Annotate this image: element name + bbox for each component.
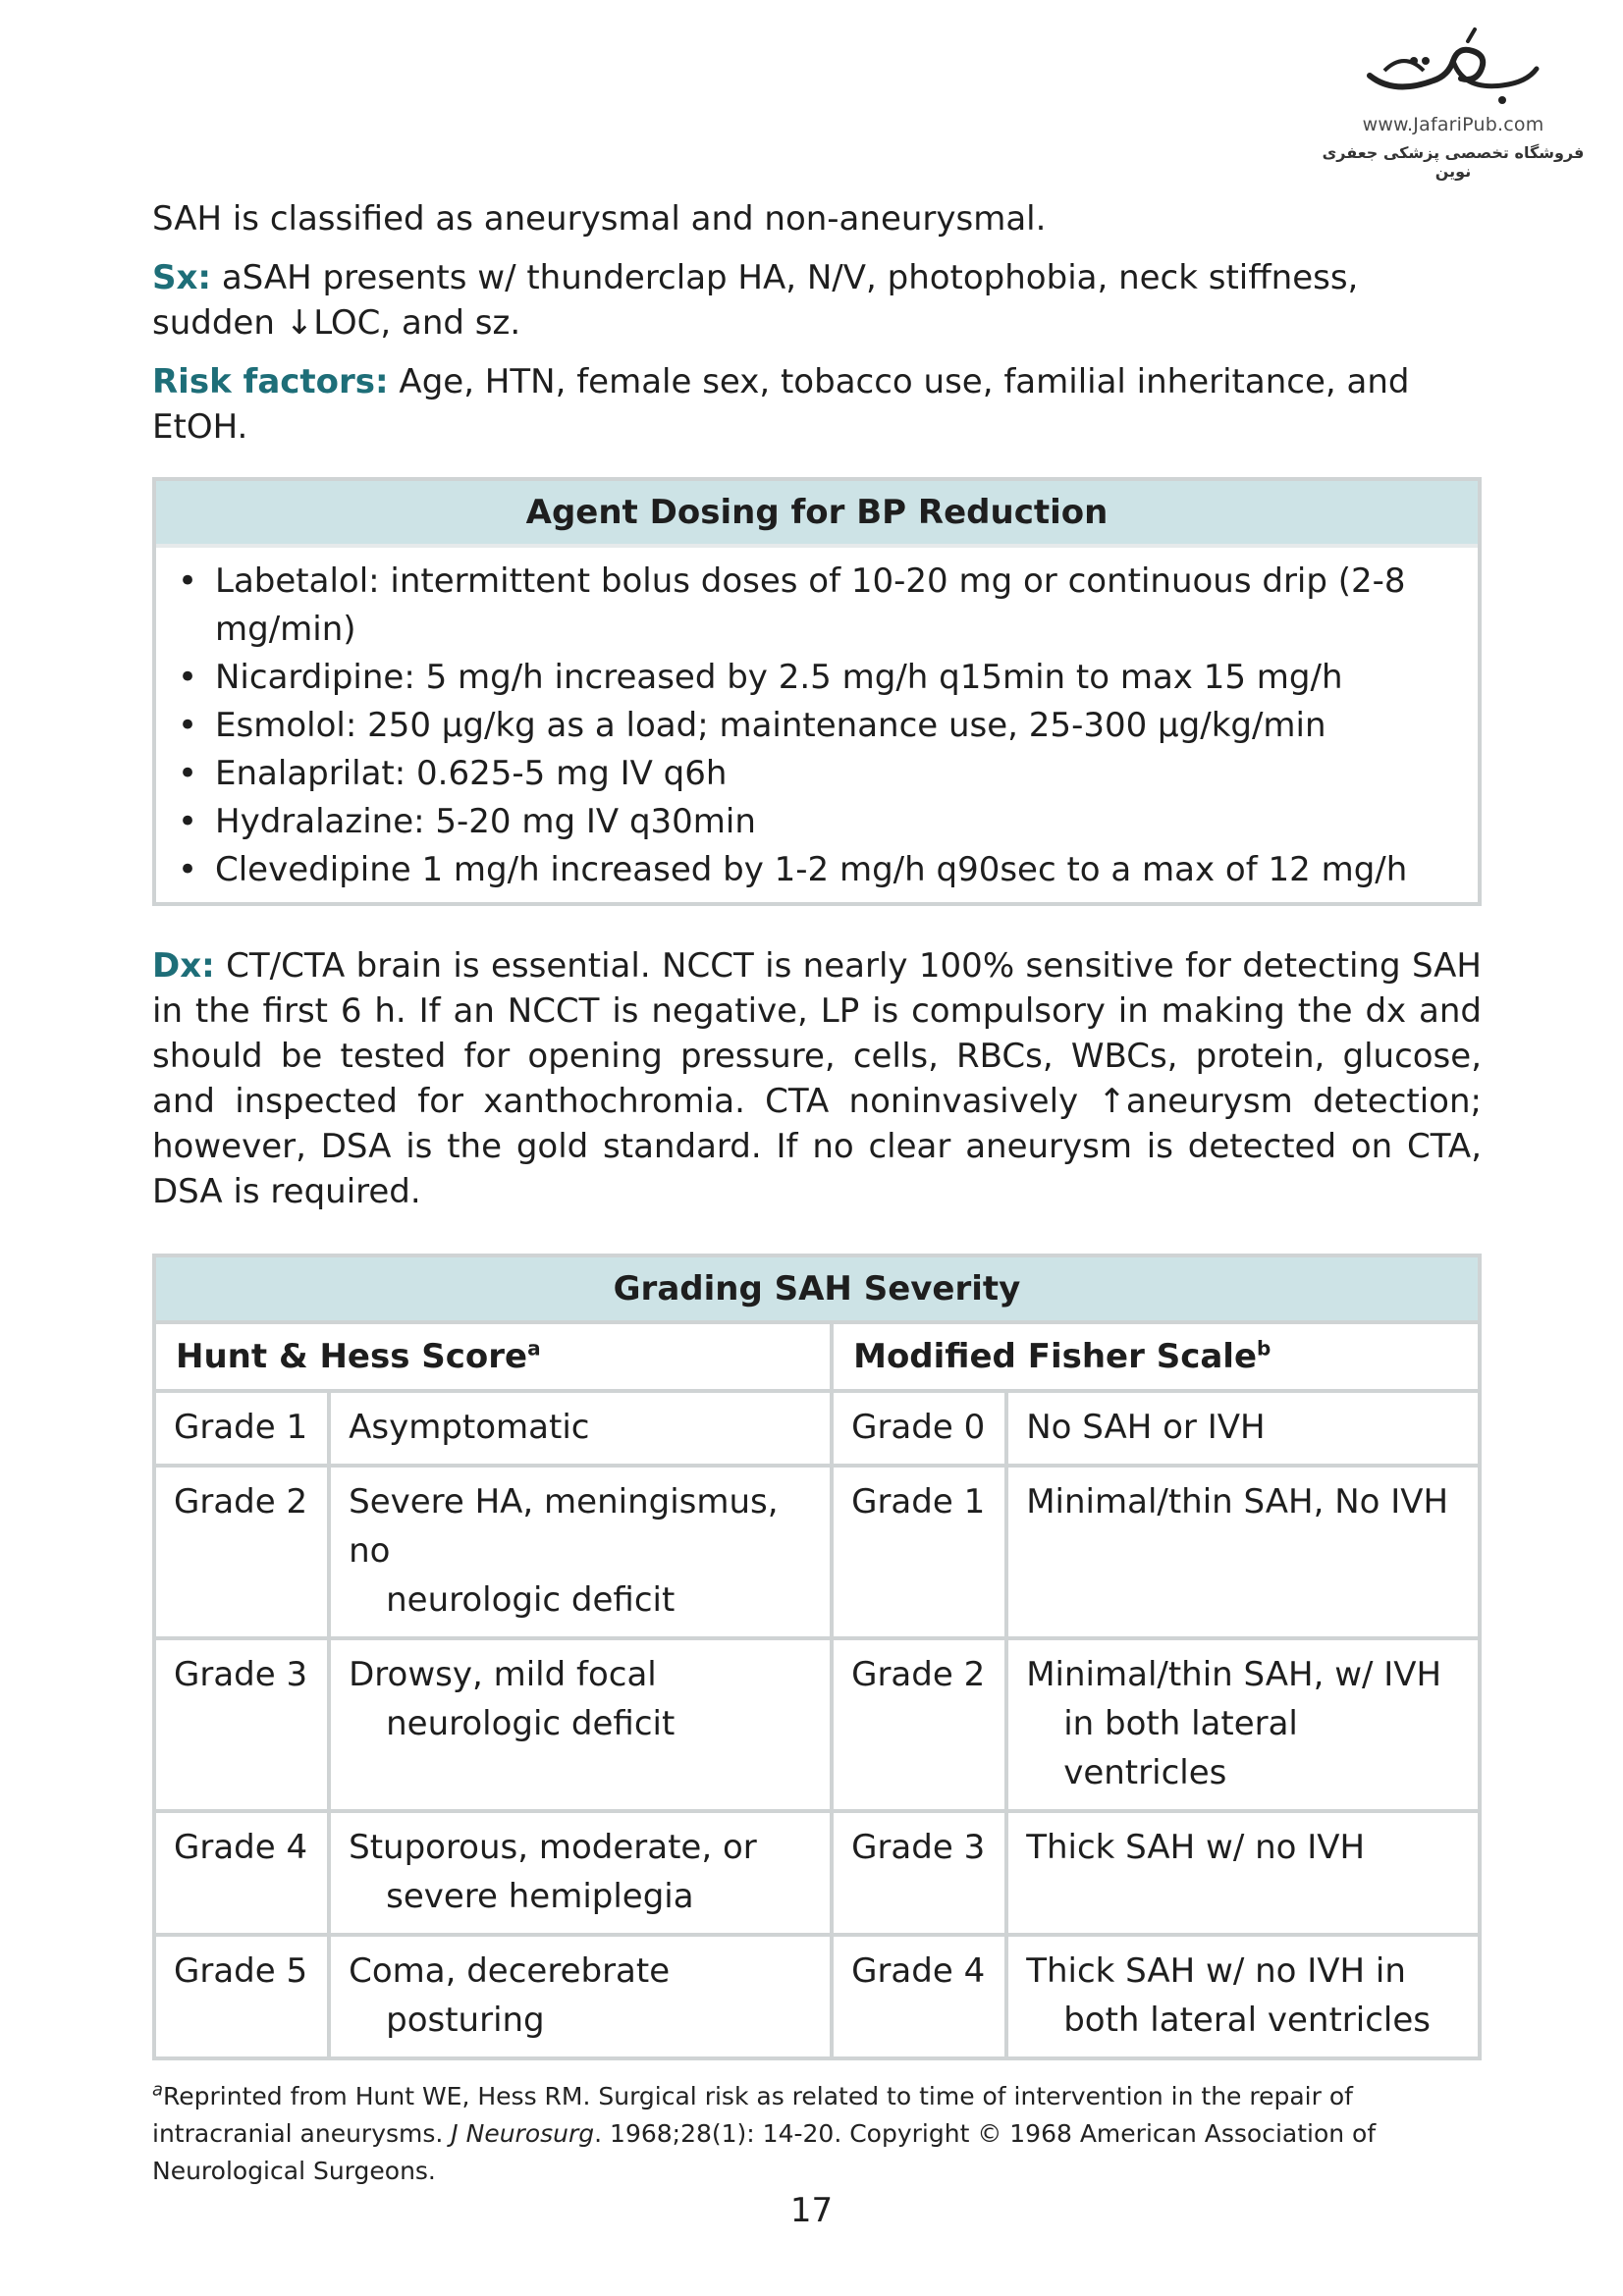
hh-grade-cell: Grade 1: [154, 1391, 329, 1466]
mf-desc-cell: Minimal/thin SAH, No IVH: [1006, 1466, 1480, 1638]
table-row: [154, 1466, 1480, 1638]
hh-grade-cell: Grade 5: [154, 1935, 329, 2058]
publisher-logo: [1311, 22, 1596, 179]
footnote-text: Reprinted from Hunt WE, Hess RM. Surgical risk as related to time of intervention in the repair of intracranial aneurysms.: [152, 2082, 1353, 2148]
mf-grade-cell: Grade 2: [832, 1638, 1006, 1811]
bp-dosing-box: [152, 477, 1482, 906]
mf-grade-cell: Grade 3: [832, 1811, 1006, 1935]
hh-desc-cell: Severe HA, meningismus, no neurologic deficit: [329, 1466, 832, 1638]
intro-paragraph: SAH is classified as aneurysmal and non-aneurysmal.: [152, 199, 1047, 239]
footnote-text-end: . 1968;28(1): 14-20. Copyright © 1968 American Association of Neurological Surgeons.: [152, 2119, 1377, 2185]
mf-desc-cell: Thick SAH w/ no IVH: [1006, 1811, 1480, 1935]
page-number: 17: [789, 2191, 834, 2230]
dx-text: CT/CTA brain is essential. NCCT is nearly 100% sensitive for detecting SAH in the first 6 h. If an NCCT is negative, LP is compulsory in making the dx and should be tested for opening pressure, cells, RBCs, WBCs, protein, glucose, and inspected for xanthochromia. CTA noninvasively ↑aneurysm detection; however, DSA is the gold standard. If no clear aneurysm is detected on CTA, DSA is required.: [152, 946, 1482, 1211]
list-item: • Esmolol: 250 µg/kg as a load; maintenance use, 25-300 µg/kg/min: [176, 702, 1458, 750]
bp-agent-list: [156, 548, 1478, 902]
mf-grade-cell: Grade 1: [832, 1466, 1006, 1638]
logo-url: www.JafariPub.com: [1362, 114, 1544, 135]
risk-label: Risk factors:: [152, 362, 389, 401]
sx-text: aSAH presents w/ thunderclap HA, N/V, photophobia, neck stiffness, sudden ↓LOC, and sz.: [152, 258, 1359, 343]
hh-grade-cell: Grade 2: [154, 1466, 329, 1638]
risk-paragraph: [152, 359, 1482, 450]
table-row: [154, 1391, 1480, 1466]
grading-table-title: Grading SAH Severity: [154, 1255, 1480, 1322]
list-item: • Nicardipine: 5 mg/h increased by 2.5 mg/h q15min to max 15 mg/h: [176, 654, 1458, 702]
list-item: • Hydralazine: 5-20 mg IV q30min: [176, 798, 1458, 846]
modified-fisher-header: Modified Fisher Scale$^b$: [832, 1322, 1480, 1391]
risk-text: Age, HTN, female sex, tobacco use, familial inheritance, and EtOH.: [152, 362, 1410, 447]
list-item: • Enalaprilat: 0.625-5 mg IV q6h: [176, 750, 1458, 798]
list-item: • Labetalol: intermittent bolus doses of 10-20 mg or continuous drip (2-8 mg/min): [176, 558, 1458, 654]
dx-paragraph: [152, 943, 1482, 1214]
mf-desc-cell: No SAH or IVH: [1006, 1391, 1480, 1466]
mf-grade-cell: Grade 4: [832, 1935, 1006, 2058]
table-row: [154, 1638, 1480, 1811]
logo-tagline: فروشگاه تخصصی پزشکی جعفری نوین: [1322, 143, 1585, 181]
hunt-hess-header: Hunt & Hess Score$^a$: [154, 1322, 832, 1391]
hh-desc-cell: Asymptomatic: [329, 1391, 832, 1466]
bp-box-title: Agent Dosing for BP Reduction: [156, 481, 1478, 548]
table-row: [154, 1935, 1480, 2058]
hh-desc-cell: Drowsy, mild focal neurologic deficit: [329, 1638, 832, 1811]
sx-label: Sx:: [152, 258, 212, 297]
sx-paragraph: [152, 255, 1482, 346]
page-content: [152, 196, 1482, 2190]
calligraphy-logo-icon: [1355, 22, 1551, 110]
mf-grade-cell: Grade 0: [832, 1391, 1006, 1466]
hh-desc-cell: Coma, decerebrate posturing: [329, 1935, 832, 2058]
mf-desc-cell: Minimal/thin SAH, w/ IVH in both lateral ventricles: [1006, 1638, 1480, 1811]
list-item: • Clevedipine 1 mg/h increased by 1-2 mg/h q90sec to a max of 12 mg/h: [176, 846, 1458, 894]
table-row: [154, 1811, 1480, 1935]
footnote-journal: J Neurosurg: [451, 2119, 595, 2148]
hh-grade-cell: Grade 3: [154, 1638, 329, 1811]
reference-footnote: [152, 2078, 1482, 2190]
hh-desc-cell: Stuporous, moderate, or severe hemiplegia: [329, 1811, 832, 1935]
mf-desc-cell: Thick SAH w/ no IVH in both lateral ventricles: [1006, 1935, 1480, 2058]
footnote-marker: a: [152, 2079, 164, 2101]
hh-grade-cell: Grade 4: [154, 1811, 329, 1935]
dx-label: Dx:: [152, 946, 215, 986]
grading-table: [152, 1254, 1482, 2060]
